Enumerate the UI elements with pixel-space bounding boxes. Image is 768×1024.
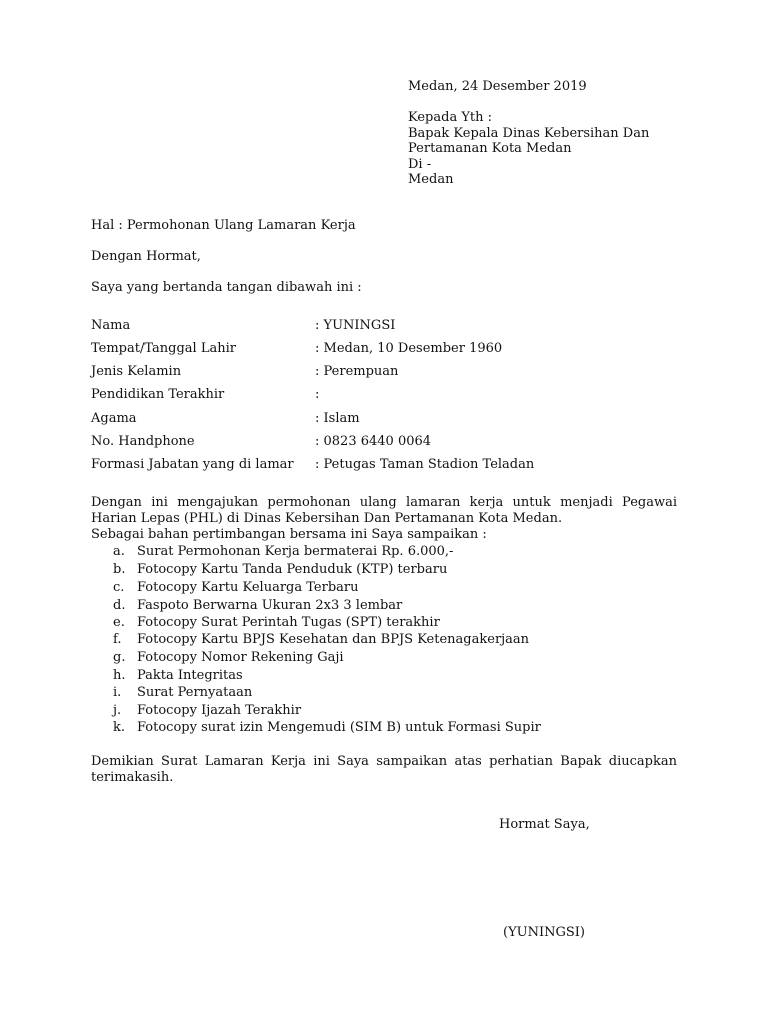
field-value: : Islam [315,411,360,426]
list-marker: i. [113,685,122,700]
list-item: Fotocopy surat izin Mengemudi (SIM B) untuk Formasi Supir [137,720,541,735]
field-label: Agama [91,411,137,426]
place-date: Medan, 24 Desember 2019 [408,79,587,94]
list-item: Surat Pernyataan [137,685,253,700]
field-value: : Petugas Taman Stadion Teladan [315,457,535,472]
list-marker: e. [113,615,125,630]
list-item: Fotocopy Ijazah Terakhir [137,703,302,718]
field-label: Jenis Kelamin [91,364,182,379]
recipient-line: Kepada Yth : [408,110,493,125]
list-item: Fotocopy Surat Perintah Tugas (SPT) terakhir [137,615,440,630]
field-label: No. Handphone [91,434,195,449]
attachments-intro: Sebagai bahan pertimbangan bersama ini Saya sampaikan : [91,527,487,542]
greeting: Dengan Hormat, [91,249,201,264]
signature-name: (YUNINGSI) [503,925,585,940]
list-item: Fotocopy Kartu Keluarga Terbaru [137,580,359,595]
intro-line: Saya yang bertanda tangan dibawah ini : [91,280,362,295]
field-value: : 0823 6440 0064 [315,434,432,449]
subject-line: Hal : Permohonan Ulang Lamaran Kerja [91,218,356,233]
field-label: Nama [91,318,131,333]
list-marker: f. [113,632,122,647]
list-marker: d. [113,598,126,613]
list-marker: j. [113,703,122,718]
list-item: Pakta Integritas [137,668,243,683]
recipient-line: Di - [408,157,432,172]
list-marker: c. [113,580,125,595]
list-item: Surat Permohonan Kerja bermaterai Rp. 6.000,- [137,544,454,559]
field-value: : YUNINGSI [315,318,396,333]
list-item: Fotocopy Kartu BPJS Kesehatan dan BPJS Ketenagakerjaan [137,632,530,647]
recipient-line: Bapak Kepala Dinas Kebersihan Dan [408,126,650,141]
field-label: Pendidikan Terakhir [91,387,225,402]
field-value: : Medan, 10 Desember 1960 [315,341,503,356]
list-item: Fotocopy Nomor Rekening Gaji [137,650,344,665]
list-marker: k. [113,720,126,735]
body-paragraph: Dengan ini mengajukan permohonan ulang lamaran kerja untuk menjadi Pegawai Harian Lepas (PHL) di Dinas Kebersihan Dan Pertamanan Kota Medan. [91,495,677,526]
recipient-line: Pertamanan Kota Medan [408,141,572,156]
closing-paragraph: Demikian Surat Lamaran Kerja ini Saya sampaikan atas perhatian Bapak diucapkan terimakasih. [91,754,677,785]
list-item: Faspoto Berwarna Ukuran 2x3 3 lembar [137,598,403,613]
field-value: : [315,387,320,402]
field-value: : Perempuan [315,364,399,379]
list-marker: b. [113,562,126,577]
field-label: Formasi Jabatan yang di lamar [91,457,294,472]
signature-salutation: Hormat Saya, [499,817,590,832]
list-marker: h. [113,668,126,683]
recipient-line: Medan [408,172,454,187]
list-item: Fotocopy Kartu Tanda Penduduk (KTP) terbaru [137,562,448,577]
list-marker: a. [113,544,125,559]
field-label: Tempat/Tanggal Lahir [91,341,236,356]
list-marker: g. [113,650,126,665]
